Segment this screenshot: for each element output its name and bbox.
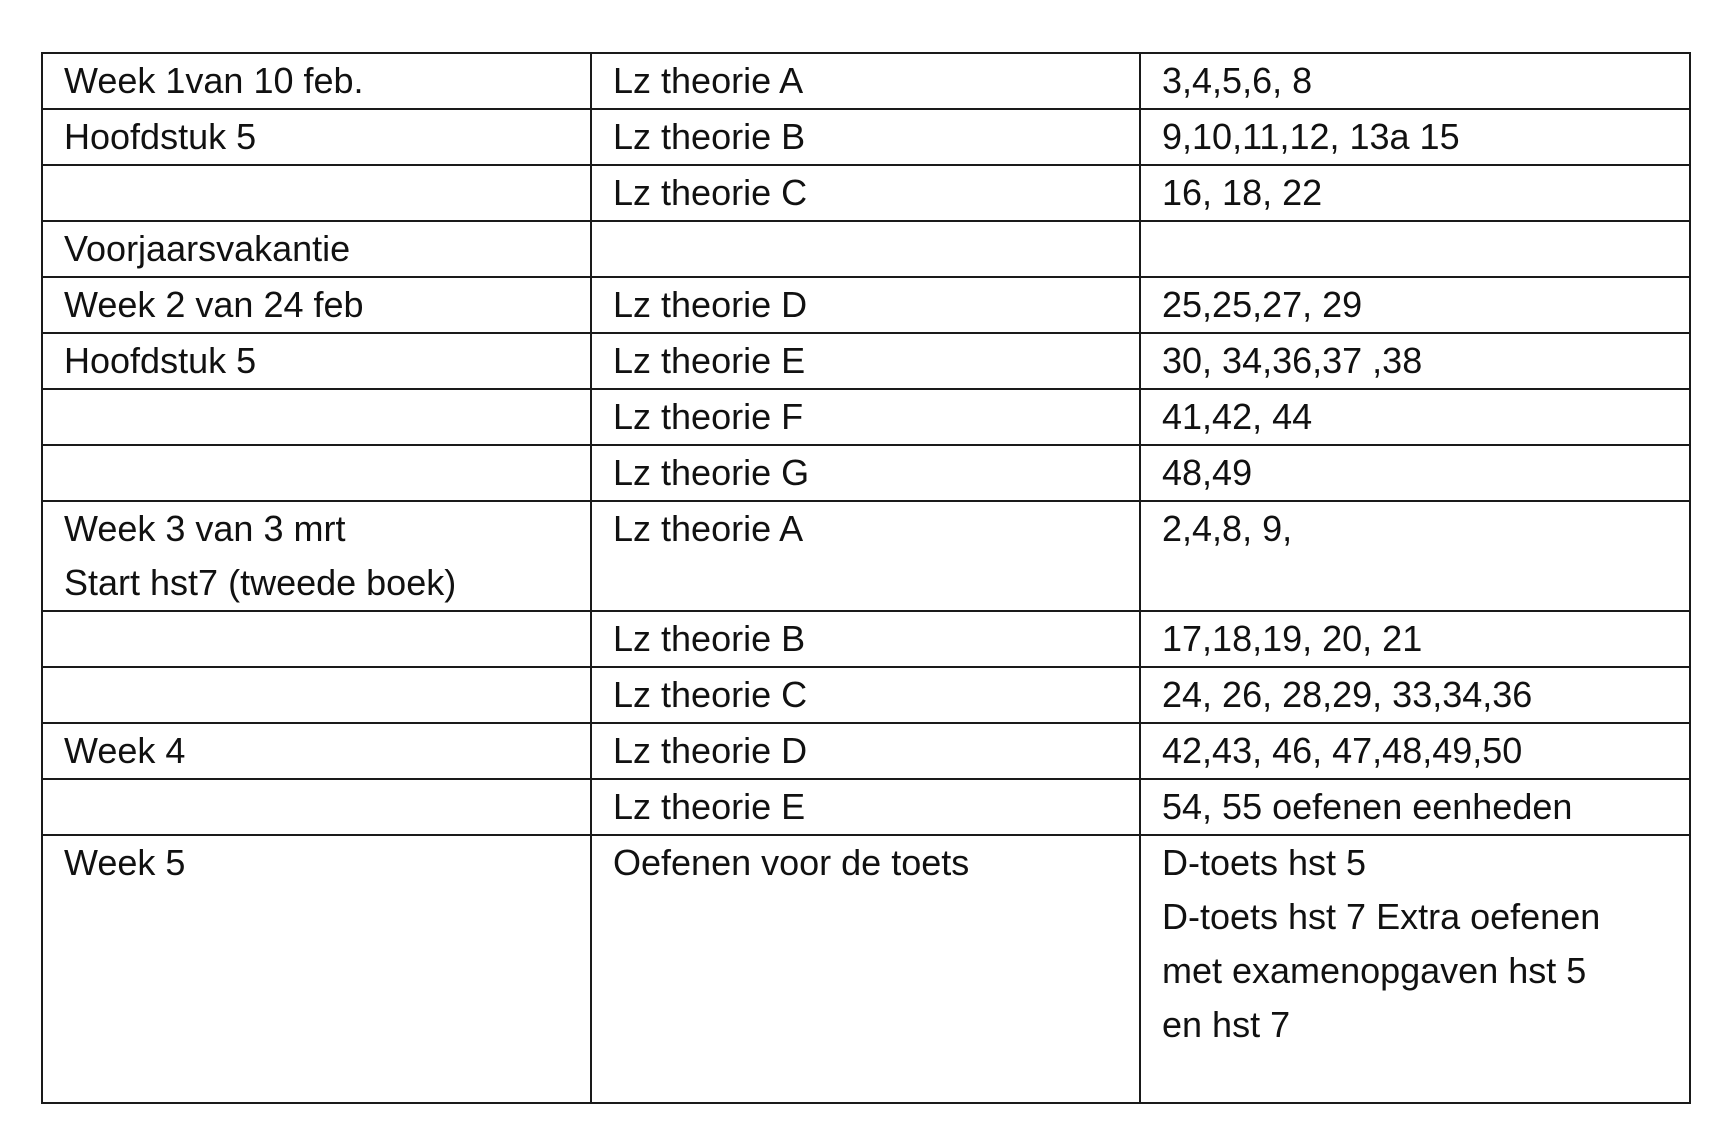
exercises-cell: 48,49 [1140,445,1690,501]
exercises-cell: 17,18,19, 20, 21 [1140,611,1690,667]
table-row [42,723,1690,779]
week-cell: Hoofdstuk 5 [42,333,591,389]
exercises-cell: 30, 34,36,37 ,38 [1140,333,1690,389]
table-row [42,667,1690,723]
topic-cell: Lz theorie E [591,333,1140,389]
week-cell: Week 2 van 24 feb [42,277,591,333]
table-row [42,333,1690,389]
topic-cell: Lz theorie B [591,611,1140,667]
topic-cell: Lz theorie D [591,723,1140,779]
topic-cell [591,221,1140,277]
week-cell [42,445,591,501]
week-cell: Week 1van 10 feb. [42,53,591,109]
table-row [42,779,1690,835]
week-cell: Week 5 [42,835,591,1103]
week-cell [42,611,591,667]
table-row [42,445,1690,501]
table-row [42,165,1690,221]
week-cell [42,389,591,445]
exercises-cell: D-toets hst 5 D-toets hst 7 Extra oefenen met examenopgaven hst 5 en hst 7 [1140,835,1690,1103]
exercises-cell: 3,4,5,6, 8 [1140,53,1690,109]
topic-cell: Lz theorie F [591,389,1140,445]
table-row [42,53,1690,109]
week-cell: Hoofdstuk 5 [42,109,591,165]
week-cell [42,165,591,221]
topic-cell: Lz theorie C [591,667,1140,723]
topic-cell: Lz theorie C [591,165,1140,221]
schedule-table [41,52,1691,1104]
topic-cell: Oefenen voor de toets [591,835,1140,1103]
exercises-cell: 54, 55 oefenen eenheden [1140,779,1690,835]
exercises-cell: 9,10,11,12, 13a 15 [1140,109,1690,165]
week-cell: Voorjaarsvakantie [42,221,591,277]
topic-cell: Lz theorie D [591,277,1140,333]
exercises-cell: 25,25,27, 29 [1140,277,1690,333]
week-cell [42,667,591,723]
table-row [42,501,1690,611]
exercises-cell: 24, 26, 28,29, 33,34,36 [1140,667,1690,723]
topic-cell: Lz theorie A [591,53,1140,109]
week-cell [42,779,591,835]
table-row [42,277,1690,333]
exercises-cell: 41,42, 44 [1140,389,1690,445]
exercises-cell: 2,4,8, 9, [1140,501,1690,611]
table-row [42,221,1690,277]
table-row [42,835,1690,1103]
topic-cell: Lz theorie G [591,445,1140,501]
exercises-cell [1140,221,1690,277]
exercises-cell: 42,43, 46, 47,48,49,50 [1140,723,1690,779]
topic-cell: Lz theorie B [591,109,1140,165]
table-row [42,109,1690,165]
week-cell: Week 4 [42,723,591,779]
table-row [42,389,1690,445]
topic-cell: Lz theorie A [591,501,1140,611]
table-row [42,611,1690,667]
topic-cell: Lz theorie E [591,779,1140,835]
week-cell: Week 3 van 3 mrt Start hst7 (tweede boek) [42,501,591,611]
exercises-cell: 16, 18, 22 [1140,165,1690,221]
